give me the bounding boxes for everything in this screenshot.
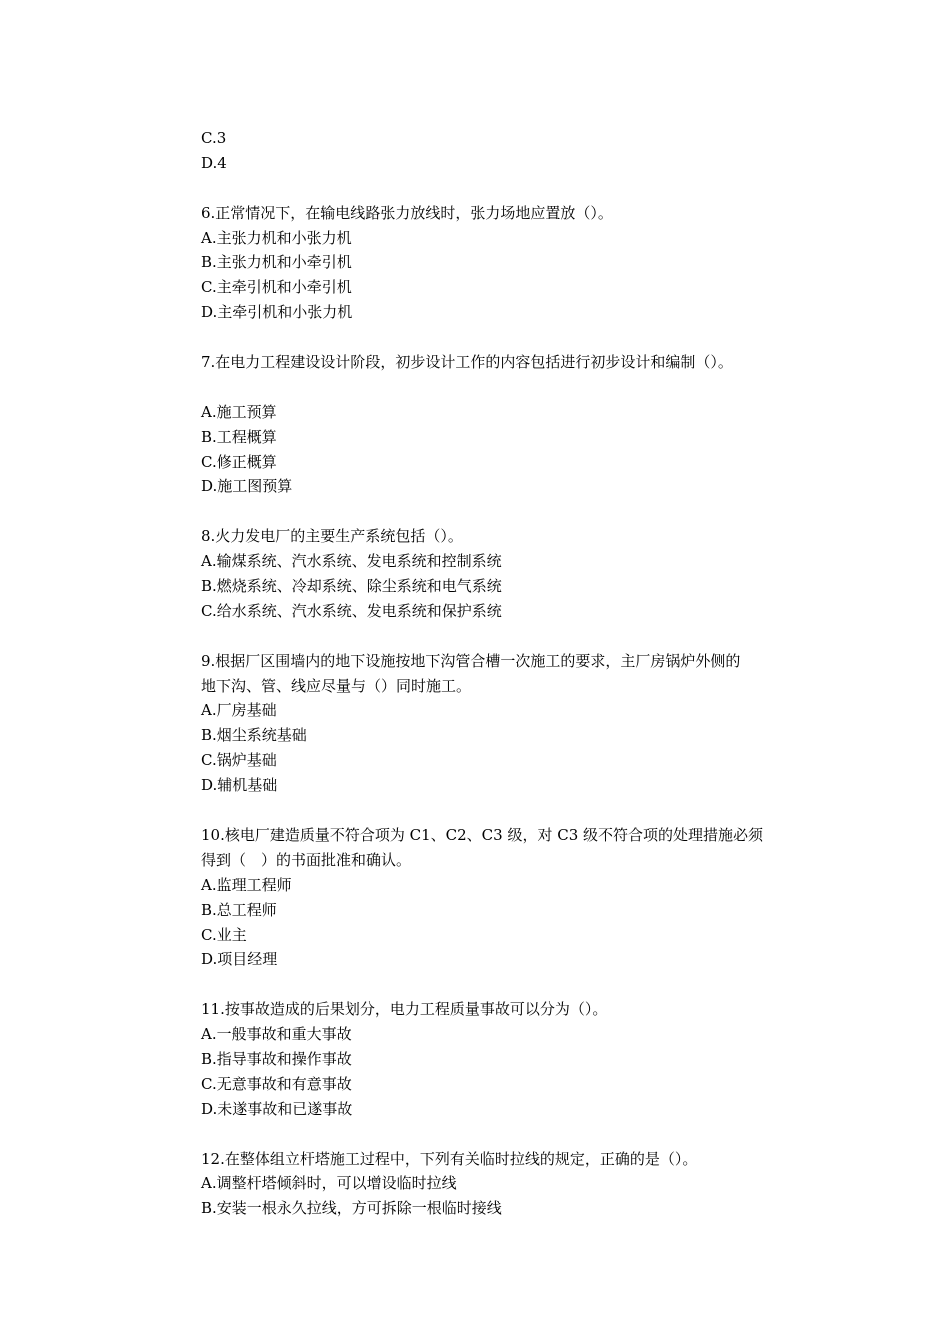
- question-6: [201, 201, 811, 325]
- option-line: C.主牵引机和小牵引机: [201, 278, 352, 297]
- question-12: [201, 1147, 811, 1222]
- question-stem: 12.在整体组立杆塔施工过程中，下列有关临时拉线的规定，正确的是（）。: [201, 1149, 698, 1168]
- question-stem: 9.根据厂区围墙内的地下设施按地下沟管合槽一次施工的要求，主厂房锅炉外侧的: [201, 651, 741, 670]
- option-line: B.燃烧系统、冷却系统、除尘系统和电气系统: [201, 577, 502, 596]
- question-8: [201, 524, 811, 624]
- option-line: D.施工图预算: [201, 477, 293, 496]
- spacer: [201, 375, 811, 400]
- option-line: B.指导事故和操作事故: [201, 1049, 352, 1068]
- option-line: A.监理工程师: [201, 875, 292, 894]
- spacer: [201, 624, 811, 649]
- spacer: [201, 499, 811, 524]
- option-line: C.锅炉基础: [201, 751, 277, 770]
- spacer: [201, 1122, 811, 1147]
- question-stem: 6.正常情况下，在输电线路张力放线时，张力场地应置放（）。: [201, 203, 613, 222]
- option-line: C.业主: [201, 925, 247, 944]
- option-line: B.安装一根永久拉线，方可拆除一根临时接线: [201, 1199, 502, 1218]
- option-line: A.调整杆塔倾斜时，可以增设临时拉线: [201, 1174, 457, 1193]
- question-stem: 7.在电力工程建设设计阶段，初步设计工作的内容包括进行初步设计和编制（）。: [201, 353, 733, 372]
- question-10: [201, 823, 811, 972]
- option-line: D.辅机基础: [201, 776, 278, 795]
- question-11: [201, 997, 811, 1121]
- option-line: B.主张力机和小牵引机: [201, 253, 352, 272]
- spacer: [201, 972, 811, 997]
- option-line: B.总工程师: [201, 900, 277, 919]
- option-line: D.未遂事故和已遂事故: [201, 1099, 353, 1118]
- option-line: C.修正概算: [201, 452, 277, 471]
- question-stem: 11.按事故造成的后果划分，电力工程质量事故可以分为（）。: [201, 1000, 608, 1019]
- option-line: A.施工预算: [201, 402, 277, 421]
- question-stem: 8.火力发电厂的主要生产系统包括（）。: [201, 527, 463, 546]
- question-stem: 10.核电厂建造质量不符合项为 C1、C2、C3 级，对 C3 级不符合项的处理措施必须: [201, 825, 764, 844]
- option-line: C.无意事故和有意事故: [201, 1074, 352, 1093]
- option-line: C.给水系统、汽水系统、发电系统和保护系统: [201, 601, 502, 620]
- spacer: [201, 325, 811, 350]
- question-9: [201, 649, 811, 798]
- document-page: [201, 126, 811, 1221]
- option-line: D.项目经理: [201, 950, 278, 969]
- spacer: [201, 798, 811, 823]
- option-line: A.一般事故和重大事故: [201, 1025, 352, 1044]
- option-line: A.厂房基础: [201, 701, 277, 720]
- spacer: [201, 176, 811, 201]
- question-stem: 得到（ ）的书面批准和确认。: [201, 850, 412, 869]
- option-line: D.4: [201, 153, 227, 172]
- option-line: A.输煤系统、汽水系统、发电系统和控制系统: [201, 552, 502, 571]
- option-line: B.工程概算: [201, 427, 277, 446]
- question-7: [201, 350, 811, 499]
- question-stem: 地下沟、管、线应尽量与（）同时施工。: [201, 676, 472, 695]
- option-line: C.3: [201, 129, 227, 147]
- option-line: D.主牵引机和小张力机: [201, 303, 353, 322]
- option-line: A.主张力机和小张力机: [201, 228, 352, 247]
- option-line: B.烟尘系统基础: [201, 726, 307, 745]
